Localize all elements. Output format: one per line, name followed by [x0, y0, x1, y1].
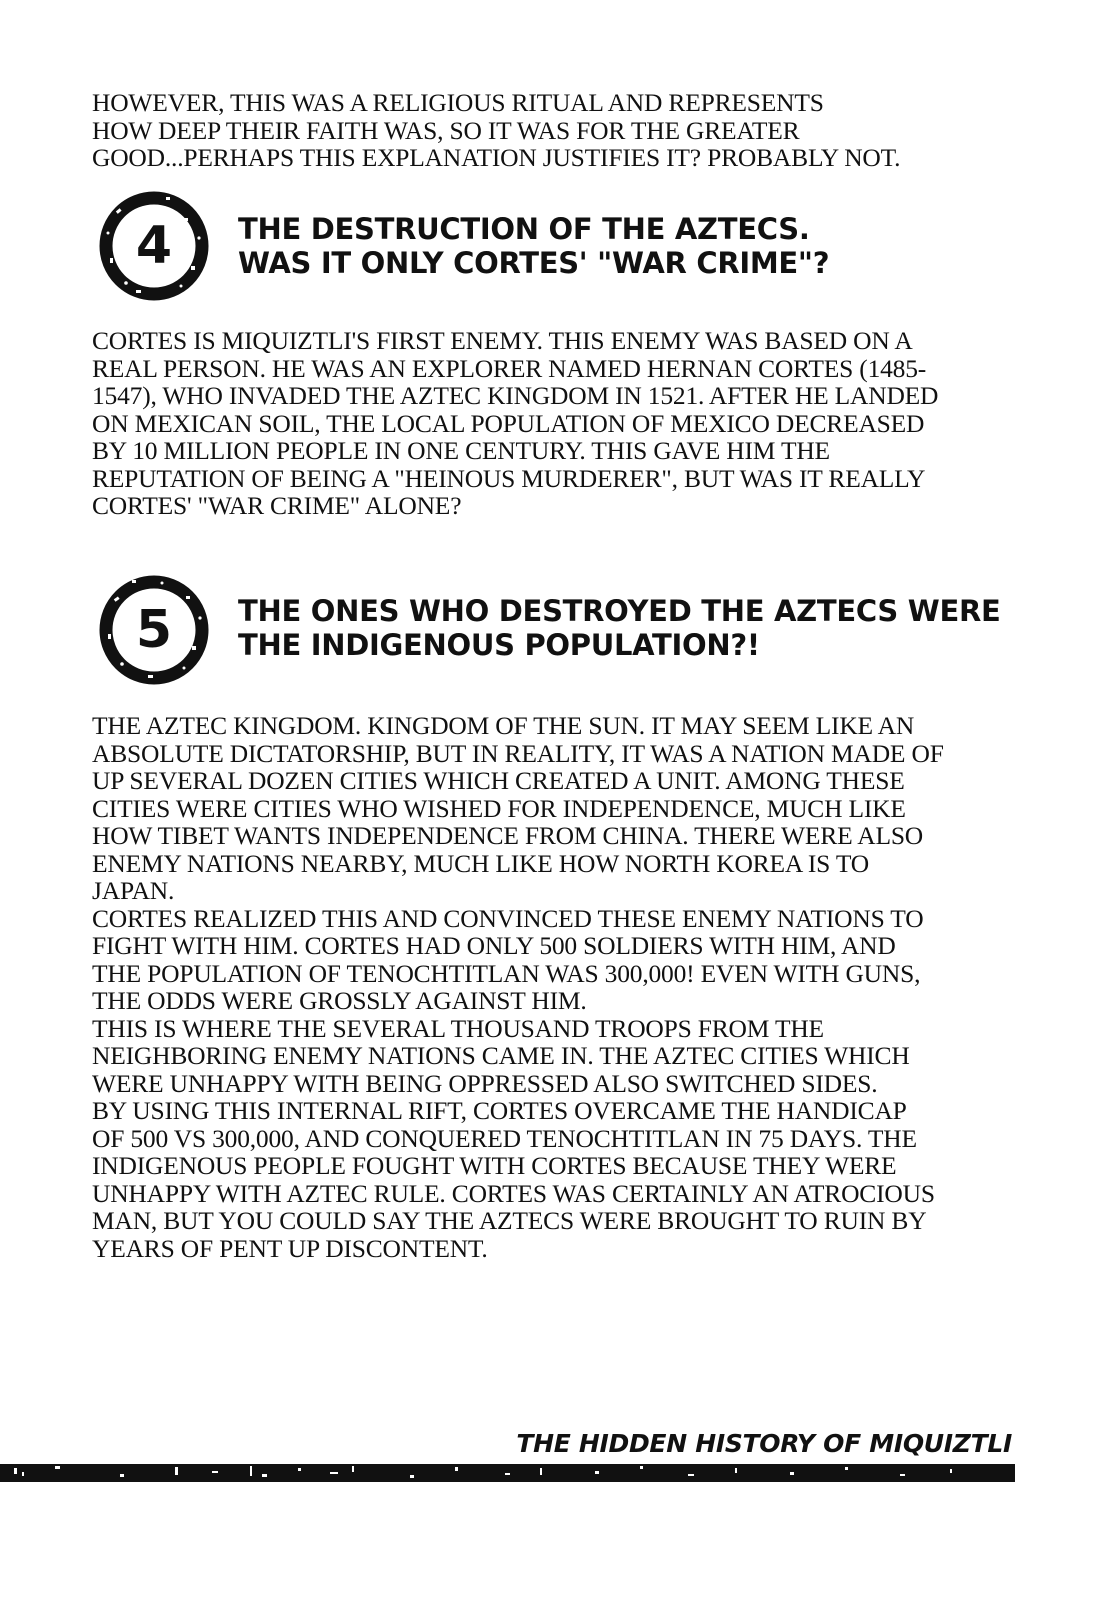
text-line: THIS IS WHERE THE SEVERAL THOUSAND TROOPS FROM THE [92, 1013, 824, 1043]
section-4-header [96, 188, 1056, 304]
text-line: FIGHT WITH HIM. CORTES HAD ONLY 500 SOLDIERS WITH HIM, AND [92, 931, 896, 960]
number-4-badge-icon [96, 188, 212, 304]
section-4-paragraph [92, 327, 1052, 520]
text-line: BY 10 MILLION PEOPLE IN ONE CENTURY. THIS GAVE HIM THE [92, 436, 830, 465]
text-line: THE ODDS WERE GROSSLY AGAINST HIM. [92, 986, 587, 1015]
section-title [238, 212, 829, 280]
text-line: ON MEXICAN SOIL, THE LOCAL POPULATION OF MEXICO DECREASED [92, 408, 925, 438]
text-line: JAPAN. [92, 876, 175, 905]
text-line: INDIGENOUS PEOPLE FOUGHT WITH CORTES BECAUSE THEY WERE [92, 1151, 897, 1180]
text-line: UP SEVERAL DOZEN CITIES WHICH CREATED A UNIT. AMONG THESE [92, 766, 905, 795]
text-line: ABSOLUTE DICTATORSHIP, BUT IN REALITY, IT WAS A NATION MADE OF [92, 738, 944, 768]
text-line: WERE UNHAPPY WITH BEING OPPRESSED ALSO SWITCHED SIDES. [92, 1068, 878, 1098]
text-line: CITIES WERE CITIES WHO WISHED FOR INDEPENDENCE, MUCH LIKE [92, 793, 906, 823]
text-line: 1547), WHO INVADED THE AZTEC KINGDOM IN 1521. AFTER HE LANDED [92, 381, 939, 410]
section-title [238, 594, 1001, 662]
text-line: CORTES REALIZED THIS AND CONVINCED THESE ENEMY NATIONS TO [92, 903, 924, 933]
title-line: THE DESTRUCTION OF THE AZTECS. [238, 212, 810, 246]
text-line: UNHAPPY WITH AZTEC RULE. CORTES WAS CERTAINLY AN ATROCIOUS [92, 1178, 935, 1208]
text-line: THE AZTEC KINGDOM. KINGDOM OF THE SUN. IT MAY SEEM LIKE AN [92, 711, 915, 740]
text-line: OF 500 VS 300,000, AND CONQUERED TENOCHTITLAN IN 75 DAYS. THE [92, 1123, 917, 1153]
text-line: HOWEVER, THIS WAS A RELIGIOUS RITUAL AND REPRESENTS [92, 88, 824, 117]
footer-rule [0, 1462, 1015, 1484]
text-line: REPUTATION OF BEING A "HEINOUS MURDERER", BUT WAS IT REALLY [92, 463, 926, 493]
text-line: THE POPULATION OF TENOCHTITLAN WAS 300,000! EVEN WITH GUNS, [92, 958, 921, 988]
text-line: CORTES IS MIQUIZTLI'S FIRST ENEMY. THIS ENEMY WAS BASED ON A [92, 326, 913, 355]
section-number: 4 [135, 216, 173, 276]
text-line: HOW DEEP THEIR FAITH WAS, SO IT WAS FOR THE GREATER [92, 115, 800, 145]
title-line: WAS IT ONLY CORTES' "WAR CRIME"? [238, 246, 830, 280]
title-line: THE INDIGENOUS POPULATION?! [238, 628, 760, 662]
section-5-paragraph [92, 712, 1052, 1262]
text-line: REAL PERSON. HE WAS AN EXPLORER NAMED HERNAN CORTES (1485- [92, 353, 927, 383]
section-5-header [96, 572, 1056, 688]
text-line: BY USING THIS INTERNAL RIFT, CORTES OVERCAME THE HANDICAP [92, 1096, 907, 1125]
text-line: NEIGHBORING ENEMY NATIONS CAME IN. THE AZTEC CITIES WHICH [92, 1041, 910, 1070]
title-line: THE ONES WHO DESTROYED THE AZTECS WERE [238, 594, 1001, 628]
number-5-badge-icon [96, 572, 212, 688]
text-line: GOOD...PERHAPS THIS EXPLANATION JUSTIFIES IT? PROBABLY NOT. [92, 143, 901, 172]
text-line: HOW TIBET WANTS INDEPENDENCE FROM CHINA. THERE WERE ALSO [92, 821, 924, 850]
text-line: ENEMY NATIONS NEARBY, MUCH LIKE HOW NORTH KOREA IS TO [92, 848, 869, 878]
text-line: CORTES' "WAR CRIME" ALONE? [92, 491, 462, 520]
text-line: YEARS OF PENT UP DISCONTENT. [92, 1233, 488, 1263]
intro-paragraph [92, 89, 1052, 172]
section-number: 5 [135, 600, 173, 660]
text-line: MAN, BUT YOU COULD SAY THE AZTECS WERE BROUGHT TO RUIN BY [92, 1206, 927, 1235]
footer-title: THE HIDDEN HISTORY OF MIQUIZTLI [516, 1429, 1012, 1458]
